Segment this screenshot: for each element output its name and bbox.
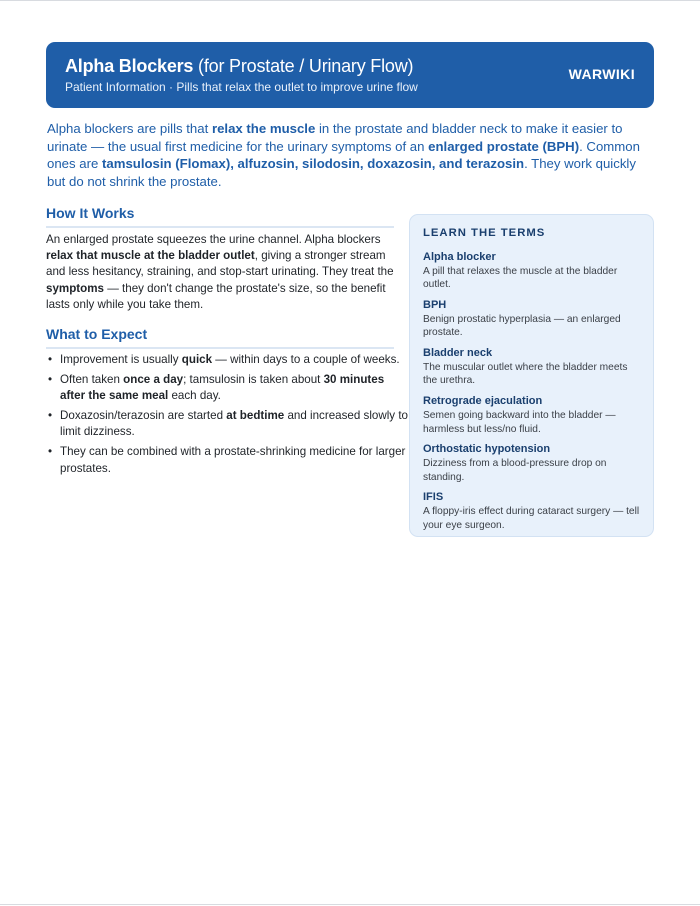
glossary-title: LEARN THE TERMS [423,227,546,239]
term-definition: Benign prostatic hyperplasia — an enlarged prostate. [423,314,621,339]
glossary-item [423,490,643,532]
glossary-item [423,250,643,292]
glossary-list [423,250,643,539]
how-it-works-text: An enlarged prostate squeezes the urine channel. Alpha blockers relax that muscle at the bladder outlet, giving a stronger stream and less hesitancy, straining, and stop-start urinating. They treat the symptoms — they don't change the prostate's size, so the benefit lasts only while you take them. [46,233,394,311]
what-to-expect-heading: What to Expect [46,326,394,349]
bottom-divider [0,904,700,905]
term-name: IFIS [423,491,444,504]
list-item: • Doxazosin/terazosin are started at bedtime and increased slowly to limit dizziness. [60,408,410,440]
list-item: • Improvement is usually quick — within days to a couple of weeks. [60,352,410,368]
brand-logo: WARWIKI [568,66,635,82]
top-divider [0,0,700,1]
intro-paragraph: Alpha blockers are pills that relax the muscle in the prostate and bladder neck to make it easier to urinate — the usual first medicine for the urinary symptoms of an enlarged prostate (BPH). Common ones are tamsulosin (Flomax), alfuzosin, silodosin, doxazosin, and terazosin. They work quickly but do not shrink the prostate. [47,121,640,189]
term-name: Alpha blocker [423,251,496,263]
term-definition: A pill that relaxes the muscle at the bladder outlet. [423,266,618,291]
page-header [46,42,654,108]
term-name: Bladder neck [423,347,493,360]
term-name: Orthostatic hypotension [423,443,551,456]
term-name: Retrograde ejaculation [423,395,543,408]
glossary-item [423,394,643,436]
term-definition: Semen going backward into the bladder — harmless but less/no fluid. [423,410,616,435]
glossary-item [423,442,643,484]
glossary-item [423,298,643,340]
list-item: • They can be combined with a prostate-shrinking medicine for larger prostates. [60,444,410,476]
page-subtitle: Patient Information · Pills that relax the outlet to improve urine flow [65,80,418,94]
term-definition: A floppy-iris effect during cataract surgery — tell your eye surgeon. [423,506,640,531]
list-item: • Often taken once a day; tamsulosin is taken about 30 minutes after the same meal each day. [60,372,410,404]
term-definition: The muscular outlet where the bladder meets the urethra. [423,362,628,387]
glossary-panel [409,214,654,537]
what-to-expect-list [46,352,410,481]
term-name: BPH [423,299,447,312]
page-title: Alpha Blockers (for Prostate / Urinary Flow) [65,56,414,76]
glossary-item [423,346,643,388]
how-it-works-heading: How It Works [46,205,394,228]
term-definition: Dizziness from a blood-pressure drop on standing. [423,458,607,483]
